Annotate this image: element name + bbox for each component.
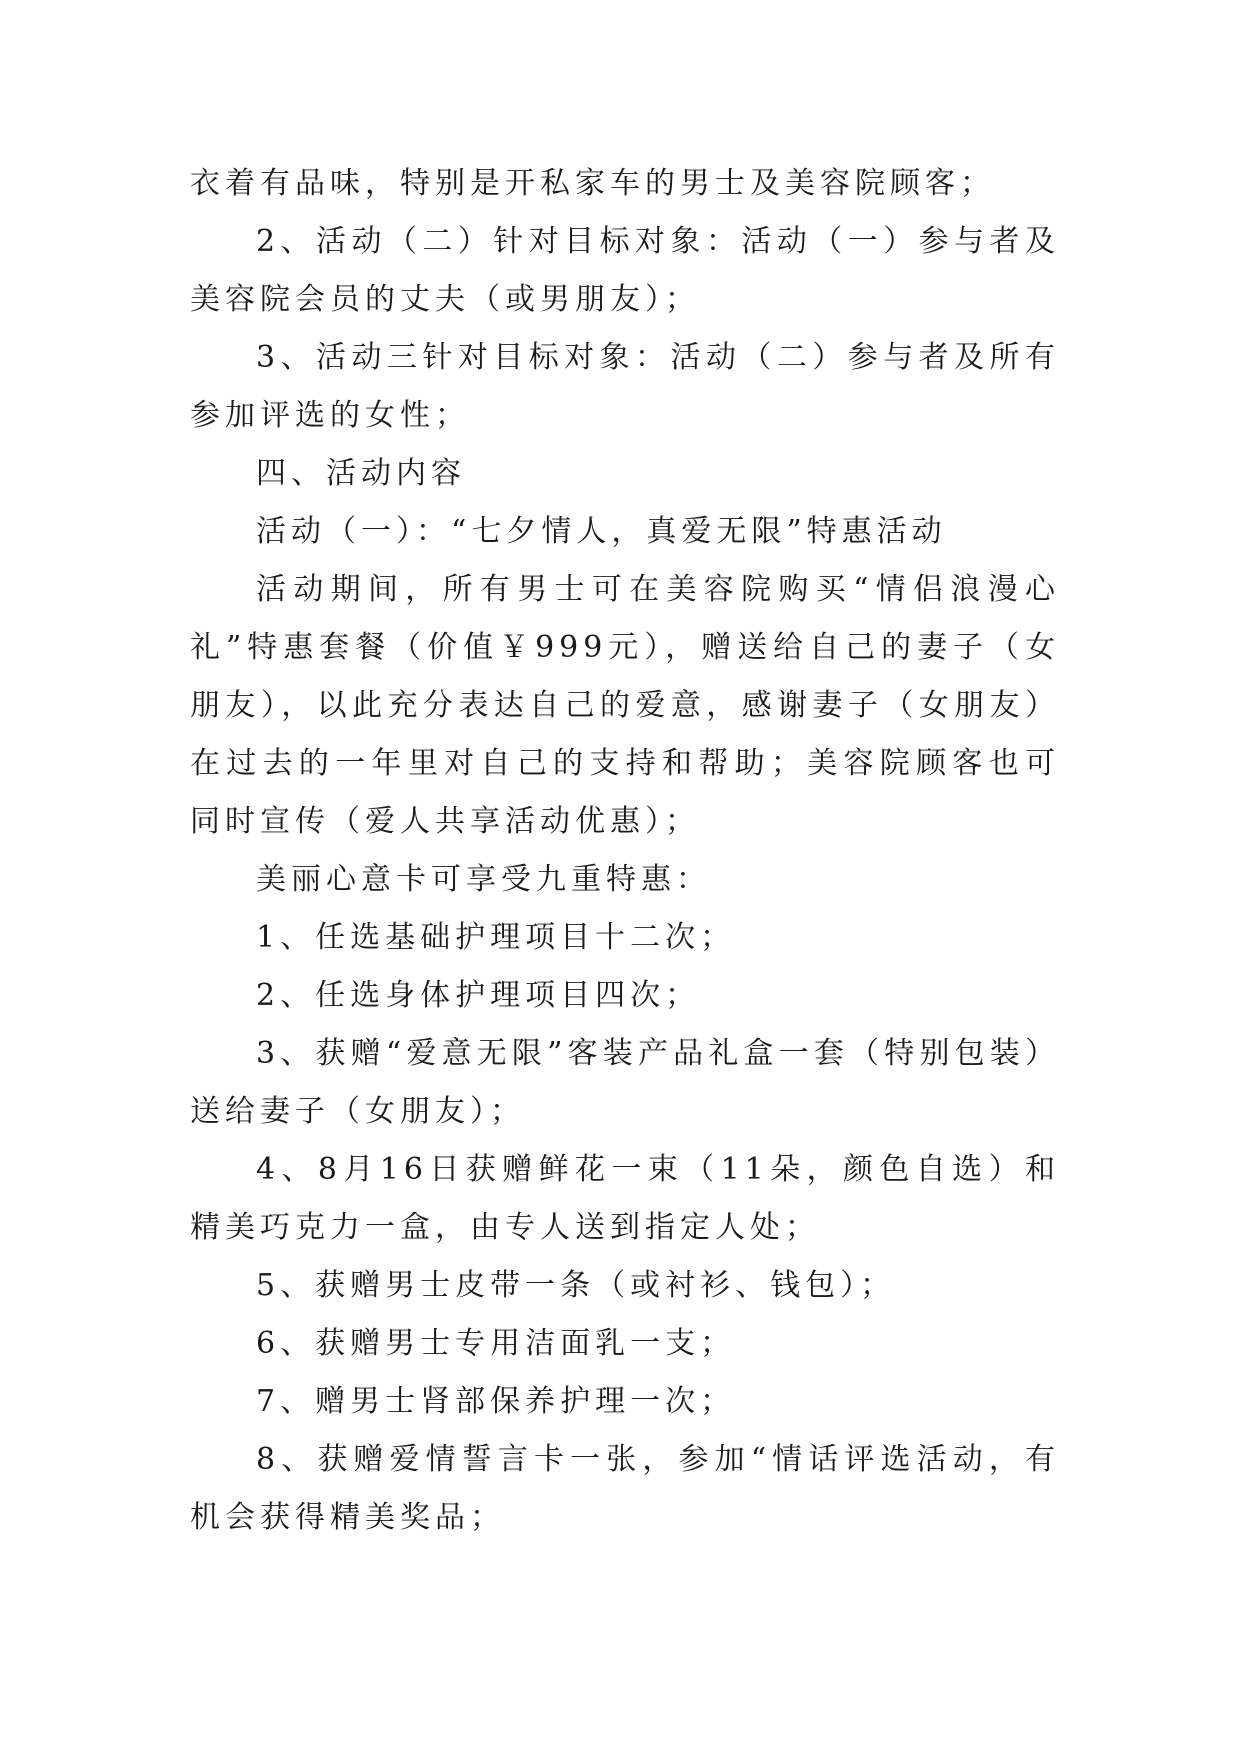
paragraph-7: 美丽心意卡可享受九重特惠： (256, 862, 711, 897)
paragraph-2: 2、活动（二）针对目标对象：活动（一）参与者及美容院会员的丈夫（或男朋友）； (190, 224, 1060, 317)
list-item-1: 1、任选基础护理项目十二次； (256, 920, 736, 955)
document-body (190, 155, 1060, 1547)
paragraph-6: 活动期间，所有男士可在美容院购买“情侣浪漫心礼”特惠套餐（价值￥999元），赠送给自己的妻子（女朋友），以此充分表达自己的爱意，感谢妻子（女朋友）在过去的一年里对自己的支持和帮助；美容院顾客也可同时宣传（爱人共享活动优惠）； (190, 572, 1060, 839)
list-item-2: 2、任选身体护理项目四次； (256, 978, 701, 1013)
paragraph-1: 衣着有品味，特别是开私家车的男士及美容院顾客； (190, 166, 995, 201)
list-item-3: 3、获赠“爱意无限”客装产品礼盒一套（特别包装）送给妻子（女朋友）； (190, 1036, 1060, 1129)
list-item-6: 6、获赠男士专用洁面乳一支； (256, 1326, 736, 1361)
list-item-8: 8、获赠爱情誓言卡一张，参加“情话评选活动，有机会获得精美奖品； (190, 1442, 1060, 1535)
section-heading: 四、活动内容 (256, 456, 466, 491)
list-item-7: 7、赠男士肾部保养护理一次； (256, 1384, 736, 1419)
activity-title: 活动（一）：“七夕情人，真爱无限”特惠活动 (256, 514, 947, 549)
paragraph-3: 3、活动三针对目标对象：活动（二）参与者及所有参加评选的女性； (190, 340, 1060, 433)
list-item-5: 5、获赠男士皮带一条（或衬衫、钱包）； (256, 1268, 896, 1303)
list-item-4: 4、8月16日获赠鲜花一束（11朵，颜色自选）和精美巧克力一盒，由专人送到指定人处； (190, 1152, 1060, 1245)
